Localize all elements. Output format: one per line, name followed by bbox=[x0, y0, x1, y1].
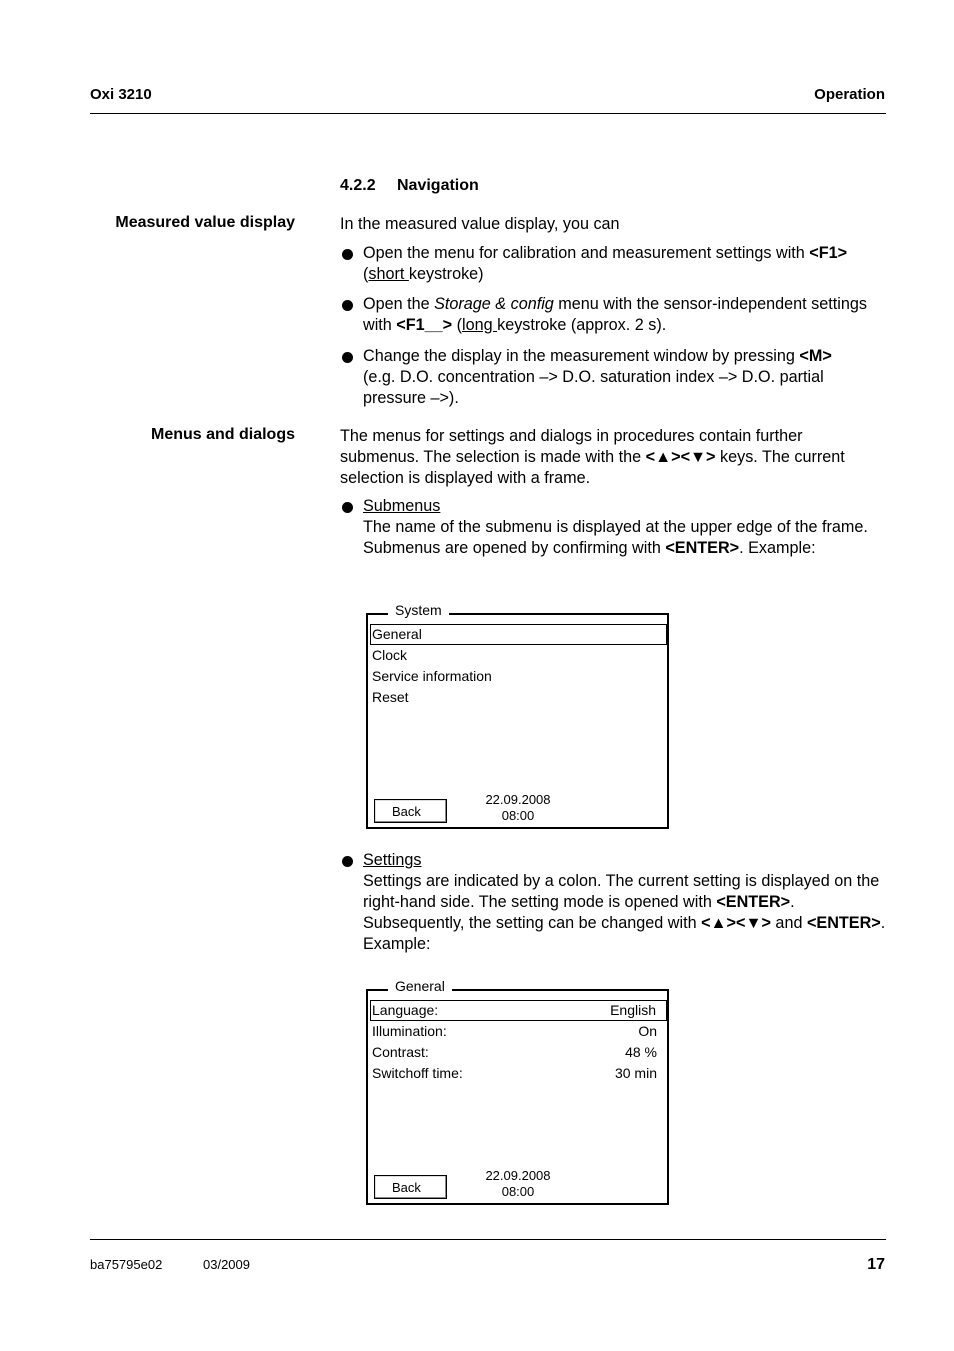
screen-datetime bbox=[478, 792, 558, 824]
setting-value: English bbox=[610, 1002, 656, 1018]
setting-label: Contrast: bbox=[372, 1044, 429, 1060]
bullet-dot bbox=[342, 856, 353, 867]
footer-date: 03/2009 bbox=[203, 1257, 250, 1272]
bullet-text: Open the menu for calibration and measurement settings with <F1> (short keystroke) bbox=[363, 244, 848, 283]
section-title: Navigation bbox=[397, 177, 479, 194]
screen-time: 08:00 bbox=[501, 1184, 535, 1199]
setting-row-switchoff-time[interactable] bbox=[370, 1063, 667, 1084]
menu-item-service-information[interactable]: Service information bbox=[372, 668, 492, 684]
footer-rule bbox=[90, 1239, 886, 1240]
bullet-dot bbox=[342, 502, 353, 513]
setting-label: Language: bbox=[372, 1002, 439, 1018]
bullet-dot bbox=[342, 352, 353, 363]
back-button[interactable]: Back bbox=[374, 799, 447, 823]
measured-intro: In the measured value display, you can bbox=[340, 215, 620, 233]
system-menu-screen bbox=[366, 602, 669, 829]
bullet-text: Change the display in the measurement window by pressing <M> (e.g. D.O. concentration –> D.O. saturation index –> D.O. partial pressure –>). bbox=[363, 347, 832, 407]
setting-row-illumination[interactable] bbox=[370, 1021, 667, 1042]
footer-doc-code: ba75795e02 bbox=[90, 1257, 163, 1272]
screen-title: General bbox=[388, 978, 452, 994]
side-label-measured: Measured value display bbox=[115, 214, 295, 231]
screen-datetime bbox=[478, 1168, 558, 1200]
screen-time: 08:00 bbox=[501, 808, 535, 823]
side-label-menus: Menus and dialogs bbox=[150, 426, 295, 443]
header-product: Oxi 3210 bbox=[90, 86, 152, 103]
bullet-text: Settings Settings are indicated by a colon. The current setting is displayed on the right-hand side. The setting mode is opened with <ENTER>. Subsequently, the setting can be changed with <▲><▼> and <ENTER>. Example: bbox=[363, 851, 886, 953]
bullet-dot bbox=[342, 300, 353, 311]
header-rule bbox=[90, 113, 886, 114]
setting-row-contrast[interactable] bbox=[370, 1042, 667, 1063]
setting-label: Illumination: bbox=[372, 1023, 447, 1039]
setting-row-language[interactable] bbox=[370, 1000, 667, 1021]
section-number: 4.2.2 bbox=[340, 177, 376, 194]
bullet-text: Open the Storage & config menu with the sensor-independent settings with <F1__> (long keystroke (approx. 2 s). bbox=[363, 295, 867, 334]
general-settings-screen bbox=[366, 978, 669, 1205]
menus-intro: The menus for settings and dialogs in procedures contain further submenus. The selection is made with the <▲><▼> keys. The current selection is displayed with a frame. bbox=[340, 427, 845, 487]
header-chapter: Operation bbox=[814, 86, 885, 103]
menu-item-reset[interactable]: Reset bbox=[372, 689, 409, 705]
page-number: 17 bbox=[867, 1256, 885, 1273]
screen-title: System bbox=[388, 602, 449, 618]
menu-item-general[interactable]: General bbox=[370, 624, 667, 645]
setting-value: On bbox=[638, 1023, 657, 1039]
setting-value: 48 % bbox=[625, 1044, 657, 1060]
bullet-text: Submenus The name of the submenu is displayed at the upper edge of the frame. Submenus are opened by confirming with <ENTER>. Example: bbox=[363, 497, 868, 557]
screen-date: 22.09.2008 bbox=[485, 792, 551, 807]
back-button[interactable]: Back bbox=[374, 1175, 447, 1199]
menu-item-clock[interactable]: Clock bbox=[372, 647, 408, 663]
setting-label: Switchoff time: bbox=[372, 1065, 463, 1081]
screen-date: 22.09.2008 bbox=[485, 1168, 551, 1183]
setting-value: 30 min bbox=[614, 1065, 657, 1081]
bullet-dot bbox=[342, 249, 353, 260]
